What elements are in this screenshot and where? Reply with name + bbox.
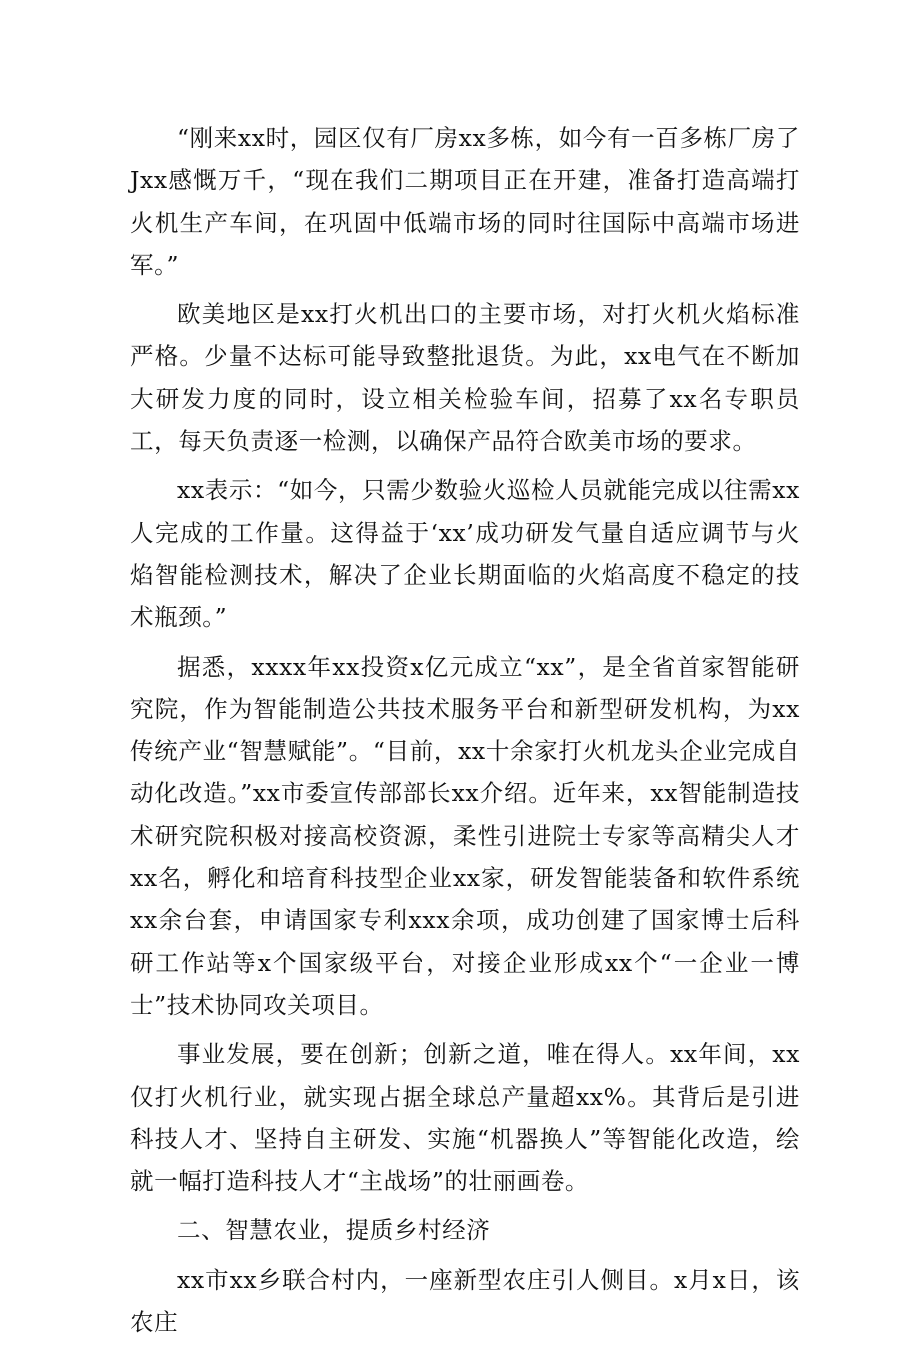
paragraph-farm-intro: xx市xx乡联合村内，一座新型农庄引人侧目。x月x日，该农庄 — [130, 1265, 800, 1337]
paragraph-inspection-tech: xx表示：“如今，只需少数验火巡检人员就能完成以往需xx人完成的工作量。这得益于‘xx’成功研发气量自适应调节与火焰智能检测技术，解决了企业长期面临的火焰高度不稳定的技术瓶颈。” — [130, 476, 800, 632]
paragraph-export-market: 欧美地区是xx打火机出口的主要市场，对打火机火焰标准严格。少量不达标可能导致整批退货。为此，xx电气在不断加大研发力度的同时，设立相关检验车间，招募了xx名专职员工，每天负责逐一检测，以确保产品符合欧美市场的要求。 — [130, 300, 800, 456]
paragraph-innovation: 事业发展，要在创新；创新之道，唯在得人。xx年间，xx仅打火机行业，就实现占据全球总产量超xx%。其背后是引进科技人才、坚持自主研发、实施“机器换人”等智能化改造，绘就一幅打造科技人才“主战场”的壮丽画卷。 — [130, 1040, 800, 1196]
section-heading-smart-agriculture: 二、智慧农业，提质乡村经济 — [177, 1216, 491, 1245]
paragraph-factory-quote: “刚来xx时，园区仅有厂房xx多栋，如今有一百多栋厂房了Jxx感慨万千，“现在我们二期项目正在开建，准备打造高端打火机生产车间，在巩固中低端市场的同时往国际中高端市场进军。” — [130, 124, 800, 279]
document-body — [130, 117, 800, 1350]
paragraph-research-institute: 据悉，xxxx年xx投资x亿元成立“xx”，是全省首家智能研究院，作为智能制造公共技术服务平台和新型研发机构，为xx传统产业“智慧赋能”。“目前，xx十余家打火机龙头企业完成自动化改造。”xx市委宣传部部长xx介绍。近年来，xx智能制造技术研究院积极对接高校资源，柔性引进院士专家等高精尖人才xx名，孵化和培育科技型企业xx家，研发智能装备和软件系统xx余台套，申请国家专利xxx余项，成功创建了国家博士后科研工作站等x个国家级平台，对接企业形成xx个“一企业一博士”技术协同攻关项目。 — [130, 652, 800, 1019]
